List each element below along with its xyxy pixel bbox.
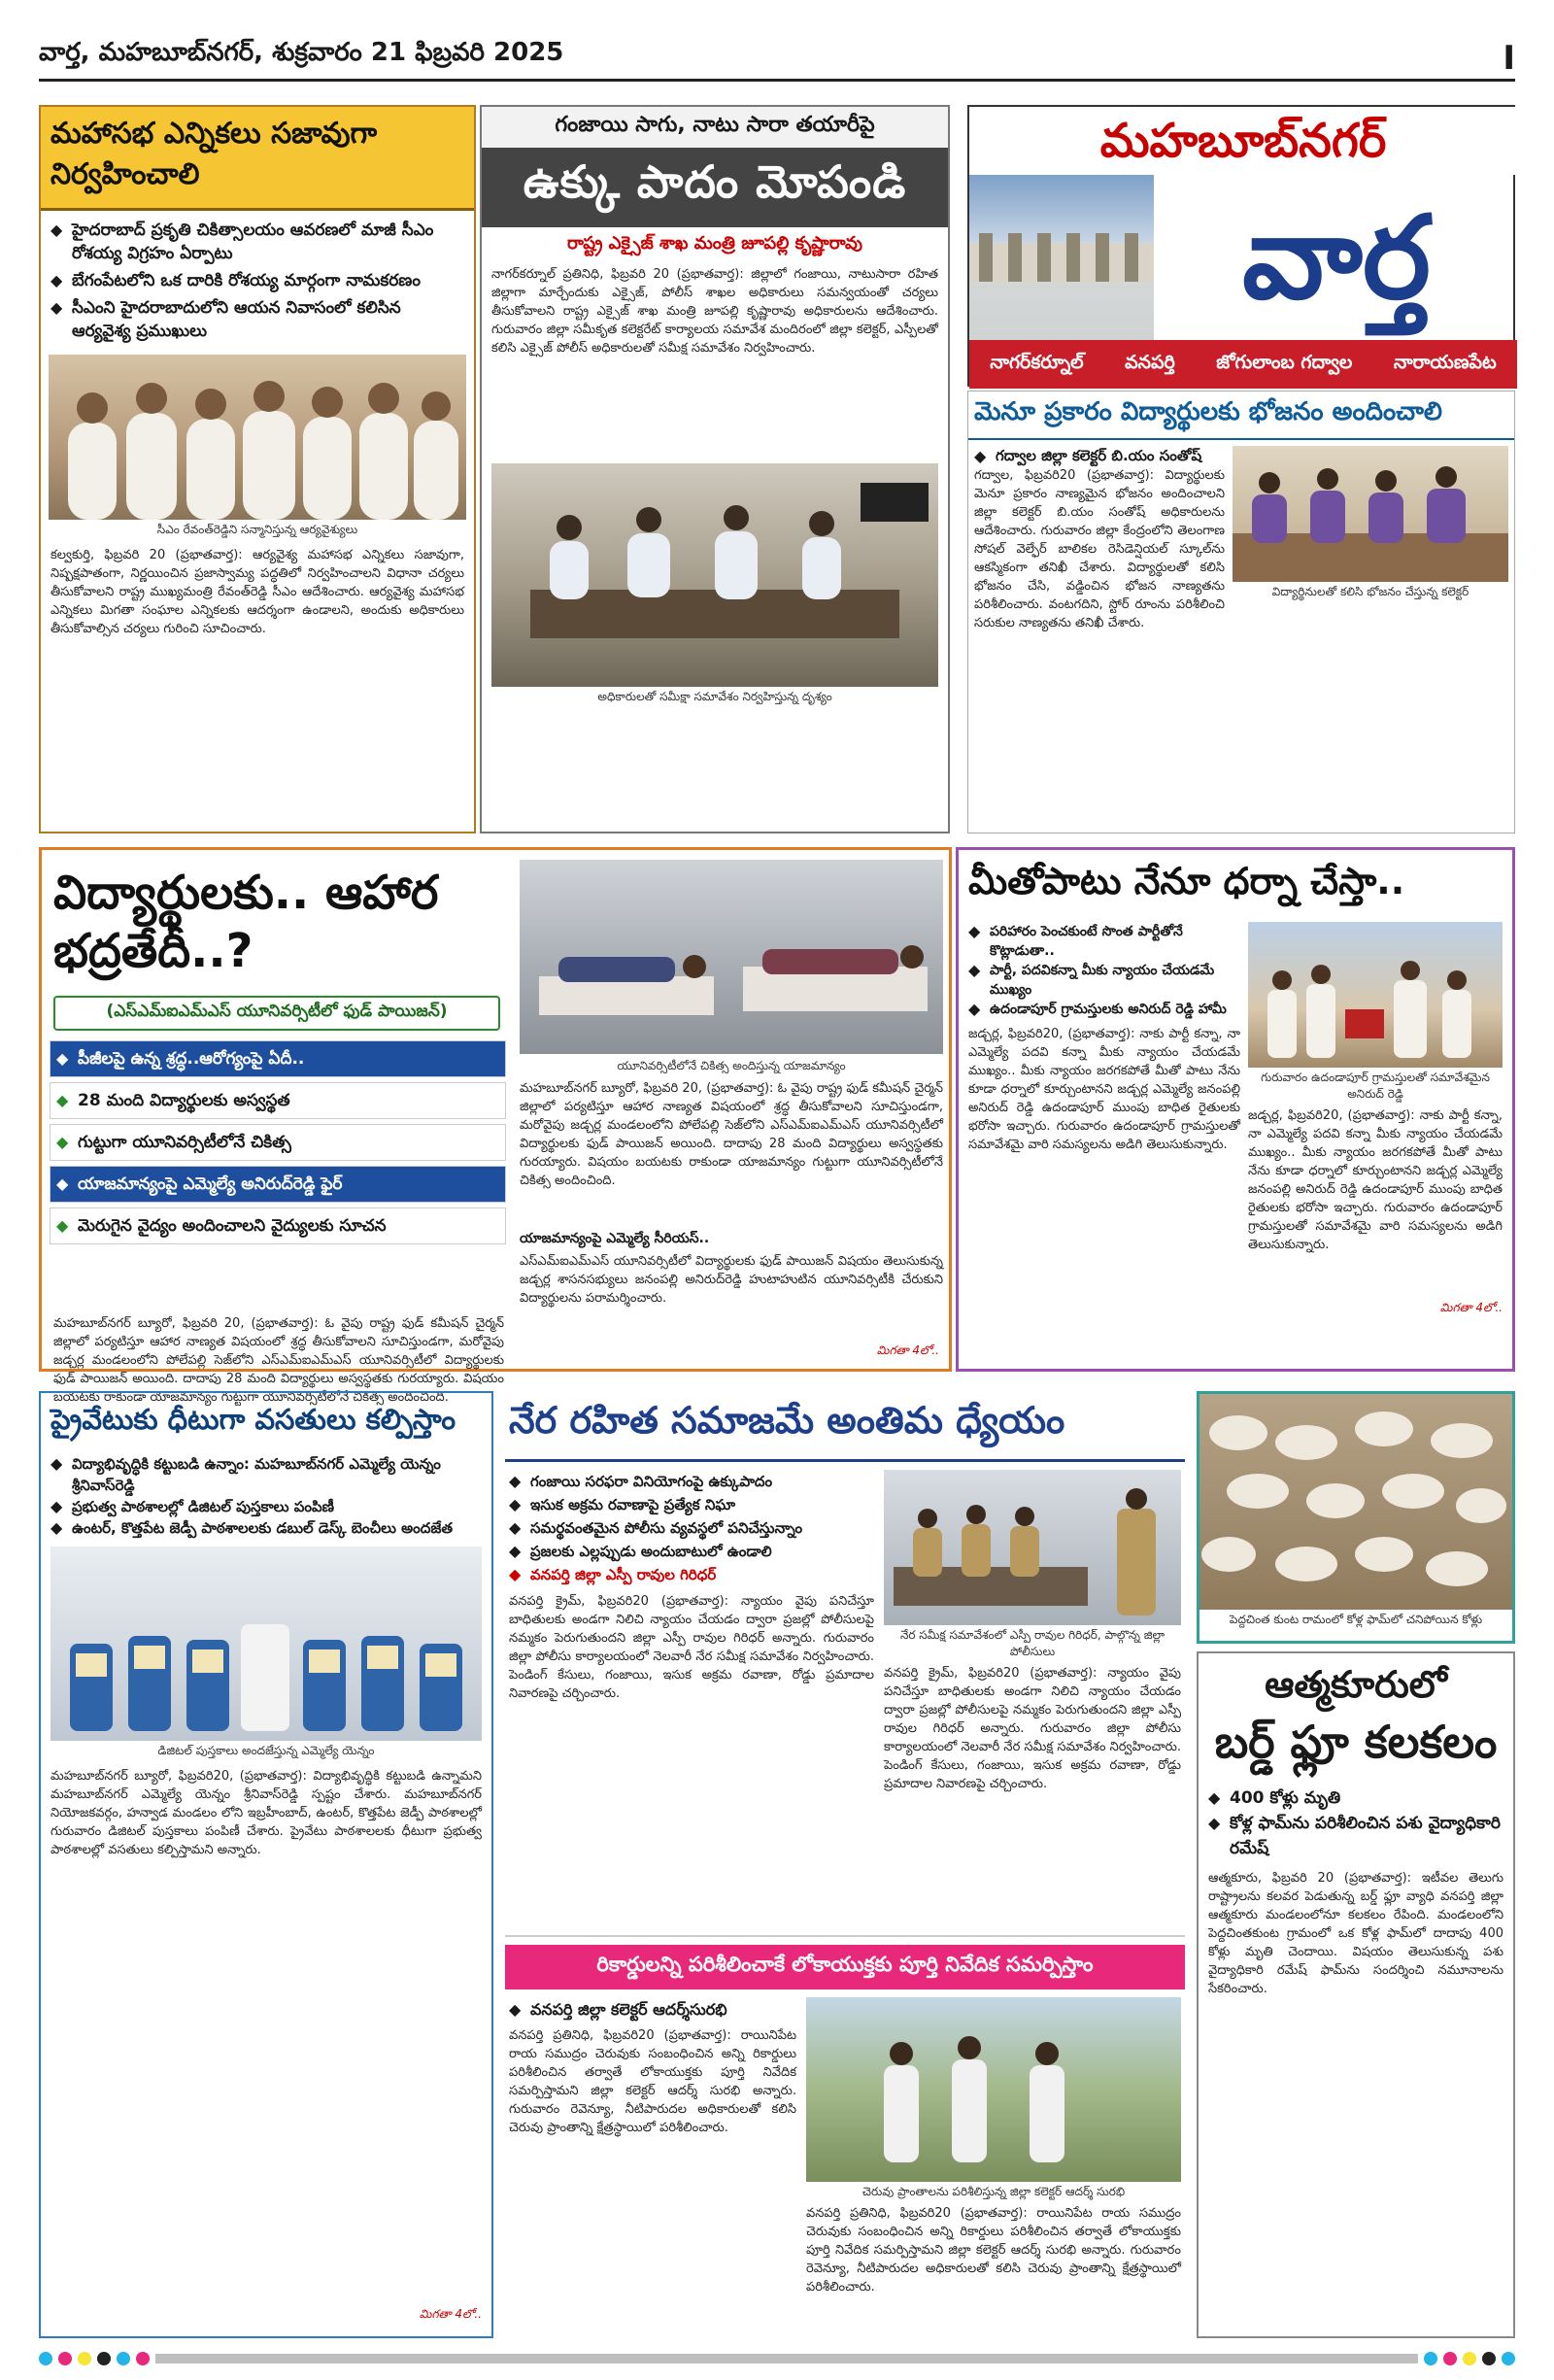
bullet: ◆ విద్యాభివృద్ధికి కట్టుబడి ఉన్నాం: మహబూబ్‌నగర్ ఎమ్మెల్యే యెన్నం శ్రీనివాస్‌రెడ్డి bbox=[51, 1453, 482, 1496]
byline: రాష్ట్ర ఎక్సైజ్ శాఖ మంత్రి జూపల్లి కృష్ణారావు bbox=[566, 233, 863, 254]
dead-chickens-photo bbox=[1199, 1394, 1512, 1610]
students-books-illustration bbox=[51, 1547, 482, 1741]
police-illustration bbox=[884, 1470, 1181, 1625]
article-body: మహబూబ్‌నగర్ బ్యూరో, ఫిబ్రవరి 20, (ప్రభాతవార్త): ఓ వైపు రాష్ట్ర ఫుడ్ కమీషన్ చైర్మన్ జిల్లాలో పర్యటిస్తూ ఆహార నాణ్యత విషయంలో శ్రద్ధ తీసుకోవాలని సూచిస్తుండగా, మరోవైపు జడ్చర్ల మండలంలోని పోలేపల్లి సెజ్‌లోని ఎస్‌ఎమ్‌ఐఎమ్‌ఎస్ యూనివర్సిటీలో విద్యార్థులకు ఫుడ్ పాయిజన్ అయింది. దాదాపు 28 మంది విద్యార్థులు అస్వస్థతకు గురయ్యారు. విషయం బయటకు రాకుండా యాజమాన్యం గుట్టుగా యూనివర్సిటీలోనే చికిత్స అందించింది. bbox=[520, 1081, 943, 1188]
bullet: ◆ 28 మంది విద్యార్థులకు అస్వస్థత bbox=[50, 1082, 506, 1119]
bullet: ◆ సమర్థవంతమైన పోలీసు వ్యవస్థలో పనిచేస్తున్నాం bbox=[509, 1516, 874, 1540]
bullet: ◆ బేగంపేటలోని ఒక దారికి రోశయ్య మార్గంగా నామకరణం bbox=[51, 269, 464, 292]
headline: ఆత్మకూరులో bbox=[1265, 1663, 1447, 1706]
subheadline: (ఎస్‌ఎమ్‌ఐఎమ్‌ఎస్ యూనివర్సిటీలో ఫుడ్ పాయిజన్) bbox=[53, 996, 500, 1031]
kicker: గంజాయి సాగు, నాటు సారా తయారీపై bbox=[482, 107, 948, 148]
dam-photo bbox=[969, 175, 1154, 340]
bullet: ◆ మెరుగైన వైద్యం అందించాలని వైద్యులకు సూచన bbox=[50, 1207, 506, 1244]
registration-dot bbox=[1482, 2352, 1496, 2365]
article-body-tail: వనపర్తి క్రైమ్, ఫిబ్రవరి20 (ప్రభాతవార్త): న్యాయం వైపు పనిచేస్తూ బాధితులకు అండగా నిలిచి న్యాయం చేయడం ద్వారా ప్రజల్లో పోలీసులపై నమ్మకం పెరుగుతుందని జిల్లా ఎస్పీ రావుల గిరిధర్ అన్నారు. గురువారం జిల్లా పోలీసు కార్యాలయంలో నెలవారీ నేర సమీక్ష సమావేశం నిర్వహించారు. పెండింగ్ కేసులు, గంజాయి, ఇసుక అక్రమ రవాణా, రోడ్డు ప్రమాదాల నివారణపై చర్చించారు. bbox=[884, 1666, 1181, 1791]
article-body: కల్వకుర్తి, ఫిబ్రవరి 20 (ప్రభాతవార్త): ఆర్యవైశ్య మహాసభ ఎన్నికలు సజావుగా, నిష్పక్షపాతంగా, నిర్ణయించిన ప్రజాస్వామ్య పద్ధతిలో నిర్వహించాలని విధానా చర్యలు తీసుకోవాలని రాష్ట్ర ముఖ్యమంత్రి రేవంత్‌రెడ్డి సీఎం ఆదేశించారు. ఆర్యవైశ్య మహాసభ ఎన్నికలు మిగతా సంఘాల ఎన్నికలకు ఆదర్శంగా ఉండాలని, అందుకు అధికారులు తీసుకోవాల్సిన చర్యలు గురించి సూచించారు. bbox=[51, 548, 464, 636]
article-body-lead: మహబూబ్‌నగర్ బ్యూరో, ఫిబ్రవరి 20, (ప్రభాతవార్త): ఓ వైపు రాష్ట్ర ఫుడ్ కమీషన్ చైర్మన్ జిల్లాలో పర్యటిస్తూ ఆహార నాణ్యత విషయంలో శ్రద్ధ తీసుకోవాలని సూచిస్తుండగా, మరోవైపు జడ్చర్ల మండలంలోని పోలేపల్లి సెజ్‌లోని ఎస్‌ఎమ్‌ఐఎమ్‌ఎస్ యూనివర్సిటీలో విద్యార్థులకు ఫుడ్ పాయిజన్ అయింది. దాదాపు 28 మంది విద్యార్థులు అస్వస్థతకు గురయ్యారు. విషయం బయటకు రాకుండా యాజమాన్యం గుట్టుగా యూనివర్సిటీలోనే చికిత్స అందించింది. bbox=[53, 1316, 504, 1405]
story-lokayukta bbox=[505, 1935, 1185, 2338]
article-body-continued bbox=[884, 1664, 1181, 1946]
photo-caption: చెరువు ప్రాంతాలను పరిశీలిస్తున్న జిల్లా కలెక్టర్ ఆదర్శ్ సురభి bbox=[861, 2185, 1126, 2198]
page-number: I bbox=[1503, 39, 1515, 78]
villagers-illustration bbox=[1248, 922, 1503, 1068]
story-bird-flu bbox=[1197, 1651, 1515, 2338]
bullet: ◆ పీజీలపై ఉన్న శ్రద్ధ..ఆరోగ్యంపై ఏదీ.. bbox=[50, 1040, 506, 1077]
police-meeting-photo bbox=[884, 1470, 1181, 1625]
print-registration-bar bbox=[39, 2349, 1515, 2368]
continued-label: మిగతా 4లో.. bbox=[1439, 1301, 1503, 1314]
story-food-poisoning bbox=[39, 847, 952, 1405]
bullet: ◆ సీఎంని హైదరాబాదులోని ఆయన నివాసంలో కలిసిన ఆర్యవైశ్య ప్రముఖులు bbox=[51, 296, 464, 343]
dateline: వార్త, మహబూబ్‌నగర్, శుక్రవారం 21 ఫిబ్రవరి 2025 bbox=[39, 38, 564, 67]
masthead-brand: వార్త bbox=[1242, 190, 1431, 324]
bullet: ◆ యాజమాన్యంపై ఎమ్మెల్యే అనిరుద్‌రెడ్డి ఫైర్ bbox=[50, 1166, 506, 1203]
article-body: నాగర్‌కర్నూల్ ప్రతినిధి, ఫిబ్రవరి 20 (ప్రభాతవార్త): జిల్లాలో గంజాయి, నాటుసారా రహిత జిల్లాగా మార్చేందుకు ఎక్సైజ్, పోలీస్ శాఖల అధికారులు సమన్వయంతో చర్యలు తీసుకోవాలని రాష్ట్ర ఎక్సైజ్ శాఖ మంత్రి జూపల్లి కృష్ణారావు అధికారులను ఆదేశించారు. గురువారం జిల్లా సమీకృత కలెక్టరేట్ కార్యాలయ సమావేశ మందిరంలో జిల్లా కలెక్టర్, ఎస్పీలతో కలిసి ఎక్సైజ్ పోలీస్ అధికారులతో సమీక్ష సమావేశం నిర్వహించారు. bbox=[491, 267, 938, 356]
headline: మీతోపాటు నేనూ ధర్నా చేస్తా.. bbox=[968, 860, 1405, 902]
bullet: ◆ పార్టీ, పదవికన్నా మీకు న్యాయం చేయడమే ముఖ్యం bbox=[968, 961, 1240, 1000]
headline: మెనూ ప్రకారం విద్యార్థులకు భోజనం అందించాలి bbox=[968, 391, 1514, 440]
registration-dot bbox=[58, 2352, 72, 2365]
dam-illustration bbox=[969, 175, 1154, 340]
story-birds-photo bbox=[1197, 1391, 1515, 1644]
patients-illustration bbox=[520, 860, 943, 1054]
meeting-photo bbox=[491, 463, 938, 687]
photo-caption: డిజిటల్ పుస్తకాలు అందజేస్తున్న ఎమ్మెల్యే యెన్నం bbox=[157, 1744, 375, 1757]
bullet: ◆ హైదరాబాద్ ప్రకృతి చికిత్సాలయం ఆవరణలో మాజీ సీఎం రోశయ్య విగ్రహం ఏర్పాటు bbox=[51, 219, 464, 265]
article-body bbox=[53, 1314, 504, 1405]
photo-caption: విద్యార్థినులతో కలిసి భోజనం చేస్తున్న కలెక్టర్ bbox=[1271, 585, 1470, 598]
continued-label: మిగతా 4లో.. bbox=[876, 1343, 939, 1357]
bullet: ◆ ప్రభుత్వ పాఠశాలల్లో డిజిటల్ పుస్తకాలు పంపిణీ bbox=[51, 1496, 482, 1517]
article-body: జడ్చర్ల, ఫిబ్రవరి20, (ప్రభాతవార్త): నాకు పార్టీ కన్నా, నా ఎమ్మెల్యే పదవి కన్నా మీకు న్యాయం చేయడమే ముఖ్యం.. మీకు న్యాయం జరగకపోతే మీతో పాటు నేను కూడా ధర్నాలో కూర్చుంటానని జడ్చర్ల ఎమ్మెల్యే జనంపల్లి అనిరుద్ రెడ్డి ఉదండాపూర్ ముంపు బాధిత రైతులకు భరోసా ఇచ్చారు. గురువారం ఉదండాపూర్ గ్రామస్తులతో సమావేశమై వారి సమస్యలను అడిగి తెలుసుకున్నారు. bbox=[968, 1027, 1240, 1152]
bullet: ◆ ఉంటర్, కొత్తపేట జెడ్పీ పాఠశాలలకు డబుల్ డెస్క్ బెంచీలు అందజేత bbox=[51, 1517, 482, 1539]
article-body: ఆత్మకూరు, ఫిబ్రవరి 20 (ప్రభాతవార్త): ఇటీవల తెలుగు రాష్ట్రాలను కలవర పెడుతున్న బర్డ్ ఫ్లూ వ్యాధి వనపర్తి జిల్లా ఆత్మకూరు మండలంలోనూ కలకలం రేపింది. మండలంలోని పెద్దచింతకుంట గ్రామంలో ఒక కోళ్ల ఫామ్‌లో దాదాపు 400 కోళ్లు మృతి చెందాయి. విషయం తెలుసుకున్న పశు వైద్యాధికారి రమేష్ ఫామ్‌ను సందర్శించి నమూనాలను సేకరించారు. bbox=[1208, 1871, 1503, 1996]
bullet: ◆ ఇసుక అక్రమ రవాణాపై ప్రత్యేక నిఘా bbox=[509, 1493, 874, 1516]
headline: ప్రైవేటుకు ధీటుగా వసతులు కల్పిస్తాం bbox=[51, 1403, 456, 1436]
photo-caption: గురువారం ఉదండాపూర్ గ్రామస్తులతో సమావేశమైన అనిరుద్ రెడ్డి bbox=[1261, 1071, 1490, 1101]
hospital-photo bbox=[520, 860, 943, 1054]
page-header bbox=[39, 39, 1515, 82]
bullet: ◆ వనపర్తి జిల్లా ఎస్పీ రావుల గిరిధర్ bbox=[509, 1563, 874, 1586]
registration-dot bbox=[97, 2352, 111, 2365]
bullet: ◆ ఉదండాపూర్ గ్రామస్తులకు అనిరుద్ రెడ్డి హామీ bbox=[968, 1000, 1240, 1019]
meeting-photo bbox=[1248, 922, 1503, 1068]
registration-dot bbox=[39, 2352, 52, 2365]
officials-illustration bbox=[806, 1997, 1181, 2182]
story-ganja bbox=[480, 105, 950, 833]
chickens-illustration bbox=[1199, 1394, 1512, 1610]
story-meal bbox=[967, 391, 1515, 833]
district-label: వనపర్తి bbox=[1125, 351, 1175, 373]
story-crime bbox=[505, 1391, 1185, 2338]
registration-dot bbox=[1443, 2352, 1457, 2365]
students-illustration bbox=[1233, 446, 1508, 582]
headline: రికార్డులన్ని పరిశీలించాకే లోకాయుక్తకు పూర్తి నివేదిక సమర్పిస్తాం bbox=[505, 1945, 1185, 1989]
district-label: జోగులాంబ గద్వాల bbox=[1216, 351, 1353, 373]
article-body: మహబూబ్‌నగర్ బ్యూరో, ఫిబ్రవరి20, (ప్రభాతవార్త): విద్యాభివృద్ధికి కట్టుబడి ఉన్నామని మహబూబ్‌నగర్ ఎమ్మెల్యే యెన్నం శ్రీనివాస్‌రెడ్డి స్పష్టం చేశారు. మహబూబ్‌నగర్ నియోజకవర్గం, హన్వాడ మండలం లోని ఇబ్రహీంబాద్, ఉంటర్, కొత్తపేట జెడ్పీ పాఠశాలల్లో గురువారం డిజిటల్ పుస్తకాలు పంపిణీ చేశారు. ప్రైవేటు పాఠశాలలకు ధీటుగా ప్రభుత్వ పాఠశాలల్లో వసతులు కల్పిస్తామని అన్నారు. bbox=[51, 1769, 482, 1857]
article-body: ఎస్‌ఎమ్‌ఐఎమ్‌ఎస్ యూనివర్సిటీలో విద్యార్థులకు ఫుడ్ పాయిజన్ విషయం తెలుసుకున్న జడ్చర్ల శాసనసభ్యులు జనంపల్లి అనిరుద్‌రెడ్డి హుటాహుటిన యూనివర్సిటీకి చేరుకుని విద్యార్థులను పరామర్శించారు. bbox=[520, 1254, 943, 1306]
photo-caption: సీఎం రేవంత్‌రెడ్డిని సన్మానిస్తున్న ఆర్యవైశ్యులు bbox=[156, 523, 358, 536]
bullet: ◆ వనపర్తి జిల్లా కలెక్టర్ ఆదర్శ్‌సురభి bbox=[509, 1997, 796, 2023]
article-body-continued bbox=[806, 2204, 1181, 2301]
classroom-photo bbox=[51, 1547, 482, 1741]
article-body: వనపర్తి క్రైమ్, ఫిబ్రవరి20 (ప్రభాతవార్త): న్యాయం వైపు పనిచేస్తూ బాధితులకు అండగా నిలిచి న్యాయం చేయడం ద్వారా ప్రజల్లో పోలీసులపై నమ్మకం పెరుగుతుందని జిల్లా ఎస్పీ రావుల గిరిధర్ అన్నారు. గురువారం జిల్లా పోలీసు కార్యాలయంలో నెలవారీ నేర సమీక్ష సమావేశం నిర్వహించారు. పెండింగ్ కేసులు, గంజాయి, ఇసుక అక్రమ రవాణా, రోడ్డు ప్రమాదాల నివారణపై చర్చించారు. bbox=[509, 1594, 874, 1701]
field-inspection-photo bbox=[806, 1997, 1181, 2182]
bullet: ◆ గద్వాల జిల్లా కలెక్టర్ బి.యం సంతోష్ bbox=[974, 446, 1225, 466]
bullet: ◆ గంజాయి సరఫరా వినియోగంపై ఉక్కుపాదం bbox=[509, 1470, 874, 1493]
registration-dot bbox=[1463, 2352, 1476, 2365]
bullet: ◆ పరిహారం పెంచకుంటే సొంత పార్టీతోనే కొట్లాడుతా.. bbox=[968, 922, 1240, 961]
people-illustration bbox=[49, 355, 468, 520]
photo-caption: యూనివర్సిటీలోనే చికిత్స అందిస్తున్న యాజమాన్యం bbox=[617, 1059, 846, 1072]
story-dharna bbox=[956, 847, 1515, 1372]
bullet: ◆ ప్రజలకు ఎల్లప్పుడు అందుబాటులో ఉండాలి bbox=[509, 1540, 874, 1563]
headline: మహాసభ ఎన్నికలు సజావుగా నిర్వహించాలి bbox=[41, 107, 474, 211]
headline: విద్యార్థులకు.. ఆహార భద్రతేదీ..? bbox=[53, 866, 439, 978]
photo-caption: పెద్దచింత కుంట రామంలో కోళ్ల ఫామ్‌లో చనిపోయిన కోళ్లు bbox=[1229, 1613, 1483, 1626]
article-body: గద్వాల, ఫిబ్రవరి20 (ప్రభాతవార్త): విద్యార్థులకు మెనూ ప్రకారం నాణ్యమైన భోజనం అందించాలని జిల్లా కలెక్టర్ బి.యం సంతోష్ అధికారులను ఆదేశించారు. గురువారం జిల్లా కేంద్రంలోని తెలంగాణ సోషల్ వెల్ఫేర్ బాలికల రెసిడెన్షియల్ స్కూల్‌ను ఆకస్మికంగా తనిఖీ చేశారు. విద్యార్థులతో కలిసి భోజనం చేసి, వడ్డించిన భోజన నాణ్యతను పరిశీలించారు. వంటగదిని, స్టోర్ రూంను పరిశీలించి సరుకుల నాణ్యతను తనిఖీ చేశారు. bbox=[974, 468, 1225, 630]
story-private-schools bbox=[39, 1391, 493, 2338]
bullet: ◆ 400 కోళ్లు మృతి bbox=[1208, 1785, 1503, 1811]
headline: ఉక్కు పాదం మోపండి bbox=[482, 148, 948, 227]
bullet: ◆ కోళ్ల ఫామ్‌ను పరిశీలించిన పశు వైద్యాధికారి రమేష్ bbox=[1208, 1811, 1503, 1861]
district-label: నాగర్‌కర్నూల్ bbox=[990, 351, 1084, 373]
registration-dot bbox=[117, 2352, 130, 2365]
story-rosaiah bbox=[39, 105, 476, 833]
registration-dot bbox=[78, 2352, 91, 2365]
masthead-city: మహబూబ్‌నగర్ bbox=[969, 107, 1517, 175]
district-label: నారాయణపేట bbox=[1393, 351, 1497, 373]
photo-caption: నేర సమీక్ష సమావేశంలో ఎస్పీ రావుల గిరిధర్, పాల్గొన్న జిల్లా పోలీసులు bbox=[899, 1628, 1166, 1658]
photo-caption: అధికారులతో సమీక్షా సమావేశం నిర్వహిస్తున్న దృశ్యం bbox=[597, 690, 832, 703]
masthead bbox=[967, 105, 1515, 387]
article-body-tail: జడ్చర్ల, ఫిబ్రవరి20, (ప్రభాతవార్త): నాకు పార్టీ కన్నా, నా ఎమ్మెల్యే పదవి కన్నా మీకు న్యాయం చేయడమే ముఖ్యం.. మీకు న్యాయం జరగకపోతే మీతో పాటు నేను కూడా ధర్నాలో కూర్చుంటానని జడ్చర్ల ఎమ్మెల్యే జనంపల్లి అనిరుద్ రెడ్డి ఉదండాపూర్ ముంపు బాధిత రైతులకు భరోసా ఇచ్చారు. గురువారం ఉదండాపూర్ గ్రామస్తులతో సమావేశమై వారి సమస్యలను అడిగి తెలుసుకున్నారు. bbox=[1248, 1108, 1503, 1252]
registration-dot bbox=[1424, 2352, 1437, 2365]
subsection-title: యాజమాన్యంపై ఎమ్మెల్యే సీరియస్.. bbox=[520, 1231, 710, 1246]
article-body-continued bbox=[1248, 1106, 1503, 1301]
meeting-illustration bbox=[491, 463, 940, 687]
headline: నేర రహిత సమాజమే అంతిమ ధ్యేయం bbox=[505, 1391, 1185, 1462]
group-photo bbox=[49, 355, 466, 520]
registration-dot bbox=[136, 2352, 150, 2365]
registration-dot bbox=[1502, 2352, 1515, 2365]
headline: బర్డ్ ఫ్లూ కలకలం bbox=[1214, 1716, 1498, 1768]
masthead-districts bbox=[969, 340, 1517, 389]
bullet: ◆ గుట్టుగా యూనివర్సిటీలోనే చికిత్స bbox=[50, 1124, 506, 1161]
students-photo bbox=[1233, 446, 1508, 582]
article-body-tail: వనపర్తి ప్రతినిధి, ఫిబ్రవరి20 (ప్రభాతవార్త): రాయినిపేట రాయ సముద్రం చెరువుకు సంబంధించిన అన్ని రికార్డులు పరిశీలించిన తర్వాతే లోకాయుక్తకు పూర్తి నివేదిక సమర్పిస్తామని జిల్లా కలెక్టర్ ఆదర్శ్ సురభి అన్నారు. గురువారం రెవెన్యూ, నీటిపారుదల అధికారులతో కలిసి చెరువు ప్రాంతాన్ని క్షేత్రస్థాయిలో పరిశీలించారు. bbox=[806, 2206, 1181, 2295]
article-body: వనపర్తి ప్రతినిధి, ఫిబ్రవరి20 (ప్రభాతవార్త): రాయినిపేట రాయ సముద్రం చెరువుకు సంబంధించిన అన్ని రికార్డులు పరిశీలించిన తర్వాతే లోకాయుక్తకు పూర్తి నివేదిక సమర్పిస్తామని జిల్లా కలెక్టర్ ఆదర్శ్ సురభి అన్నారు. గురువారం రెవెన్యూ, నీటిపారుదల అధికారులతో కలిసి చెరువు ప్రాంతాన్ని క్షేత్రస్థాయిలో పరిశీలించారు. bbox=[509, 2028, 796, 2135]
registration-bar bbox=[155, 2354, 1418, 2363]
continued-label: మిగతా 4లో.. bbox=[419, 2307, 482, 2321]
